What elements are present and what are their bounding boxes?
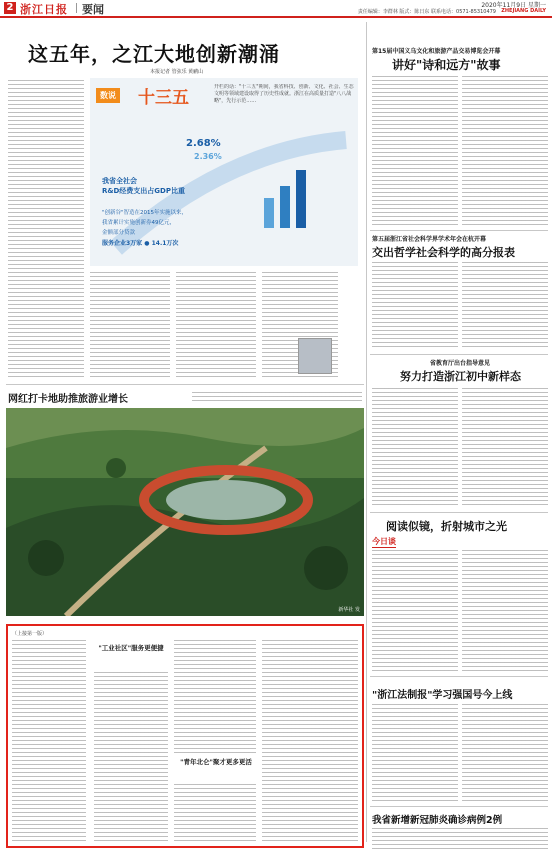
feature-tag: 数说 (96, 88, 120, 103)
stat-line-4: 服务企业3万家 ● 14.1万次 (102, 240, 179, 247)
ratio-value-2: 2.36% (194, 152, 222, 161)
masthead-site: ZHEJIANG DAILY (501, 8, 546, 14)
divider-vertical (366, 22, 367, 842)
divider-right-5 (370, 806, 548, 807)
masthead (0, 0, 552, 18)
page-number: 2 (4, 2, 16, 14)
divider-lead (6, 384, 364, 385)
right-covid-headline: 我省新增新冠肺炎确诊病例2例 (372, 815, 503, 826)
feature-title: 十三五 (138, 88, 189, 108)
ratio-caption-1: 我省全社会 (102, 177, 137, 185)
divider-right-2 (370, 354, 548, 355)
feature-intro: 开栏的话："十三五"期间，我省科技、创新、文化、社会、生态文明等领域建设取得了历史性成就。浙江在高质量打造"八八战略"，先行示范…… (214, 84, 354, 104)
feature-column-3 (174, 640, 256, 754)
stat-line-1: "创新谷"智造在2015年实施以来， (102, 210, 188, 216)
ratio-caption-2: R&D经费支出占GDP比重 (102, 187, 185, 195)
masthead-divider (76, 3, 77, 13)
right-edu-kicker: 省教育厅出台指导意见 (430, 360, 491, 367)
right-mid-body-2 (462, 262, 548, 350)
right-mid-kicker: 第五届浙江省社会科学界学术年会在杭开幕 (372, 236, 487, 243)
feature-subhead-2-text: "青年北仑"聚才更多更活 (180, 758, 252, 766)
right-top-body-1 (372, 76, 458, 226)
feature-column-2 (94, 672, 168, 844)
photo-headline: 网红打卡地助推旅游业增长 (8, 394, 128, 405)
graphic-bar-2 (280, 186, 290, 228)
divider-right-3 (370, 512, 548, 513)
feature-subhead-1-text: "工业社区"服务更便捷 (98, 644, 164, 652)
feature-subhead-1 (94, 644, 168, 666)
lead-column-3 (90, 272, 170, 380)
right-covid-body (372, 828, 548, 850)
stat-line-3: 金额部分贷款 (102, 230, 136, 236)
right-edu-body-2 (462, 388, 548, 508)
right-edu-body-1 (372, 388, 458, 508)
masthead-editors: 责任编辑：李群林 版式：陈日东 联系电话：0571-85310479 (357, 9, 496, 15)
photo-caption-lines (192, 392, 362, 404)
lead-column-1 (8, 80, 84, 380)
park-aerial-photo (6, 408, 364, 616)
graphic-bar-1 (264, 198, 274, 228)
right-comment-body-2 (462, 550, 548, 672)
right-top-body-2 (462, 76, 548, 226)
right-column-headline: 阅读似镜，折射城市之光 (386, 520, 507, 533)
feature-subhead-2 (178, 758, 254, 780)
paper-name: 浙江日报 (20, 3, 68, 16)
feature-panel (90, 78, 358, 266)
masthead-date: 2020年11月9日 星期一 (481, 2, 546, 9)
right-mid-body-1 (372, 262, 458, 350)
divider-right-4 (370, 676, 548, 677)
right-top-headline: 讲好"诗和远方"故事 (392, 58, 501, 72)
feature-column-5 (262, 640, 358, 844)
right-law-body-1 (372, 704, 458, 804)
section-label: 要闻 (82, 3, 104, 16)
photo-credit: 新华社 发 (338, 607, 360, 613)
lead-byline: 本报记者 管弦乐 黄鹂山 (150, 69, 204, 75)
right-mid-headline: 交出哲学社会科学的高分报表 (372, 246, 515, 259)
right-law-body-2 (462, 704, 548, 804)
ratio-value-1: 2.68% (186, 138, 221, 149)
right-law-headline: "浙江法制报"学习强国号今上线 (372, 690, 513, 701)
right-comment-body-1 (372, 550, 458, 672)
divider-right-1 (370, 230, 548, 231)
park-aerial-illustration (6, 408, 364, 616)
today-comment-tag: 今日谈 (372, 537, 396, 546)
lead-headline: 这五年，之江大地创新潮涌 (28, 42, 280, 66)
lead-column-4 (176, 272, 256, 380)
feature-column-1 (12, 640, 86, 844)
feature-lead-line: （上接第一版） (12, 631, 48, 637)
author-photo (298, 338, 332, 374)
right-edu-headline: 努力打造浙江初中新样态 (400, 370, 521, 383)
right-top-kicker: 第15届中国义乌文化和旅游产品交易博览会开幕 (372, 48, 501, 55)
feature-column-4 (174, 784, 256, 844)
graphic-bar-3 (296, 170, 306, 228)
stat-line-2: 我省累计实施创新券49亿元， (102, 220, 175, 226)
